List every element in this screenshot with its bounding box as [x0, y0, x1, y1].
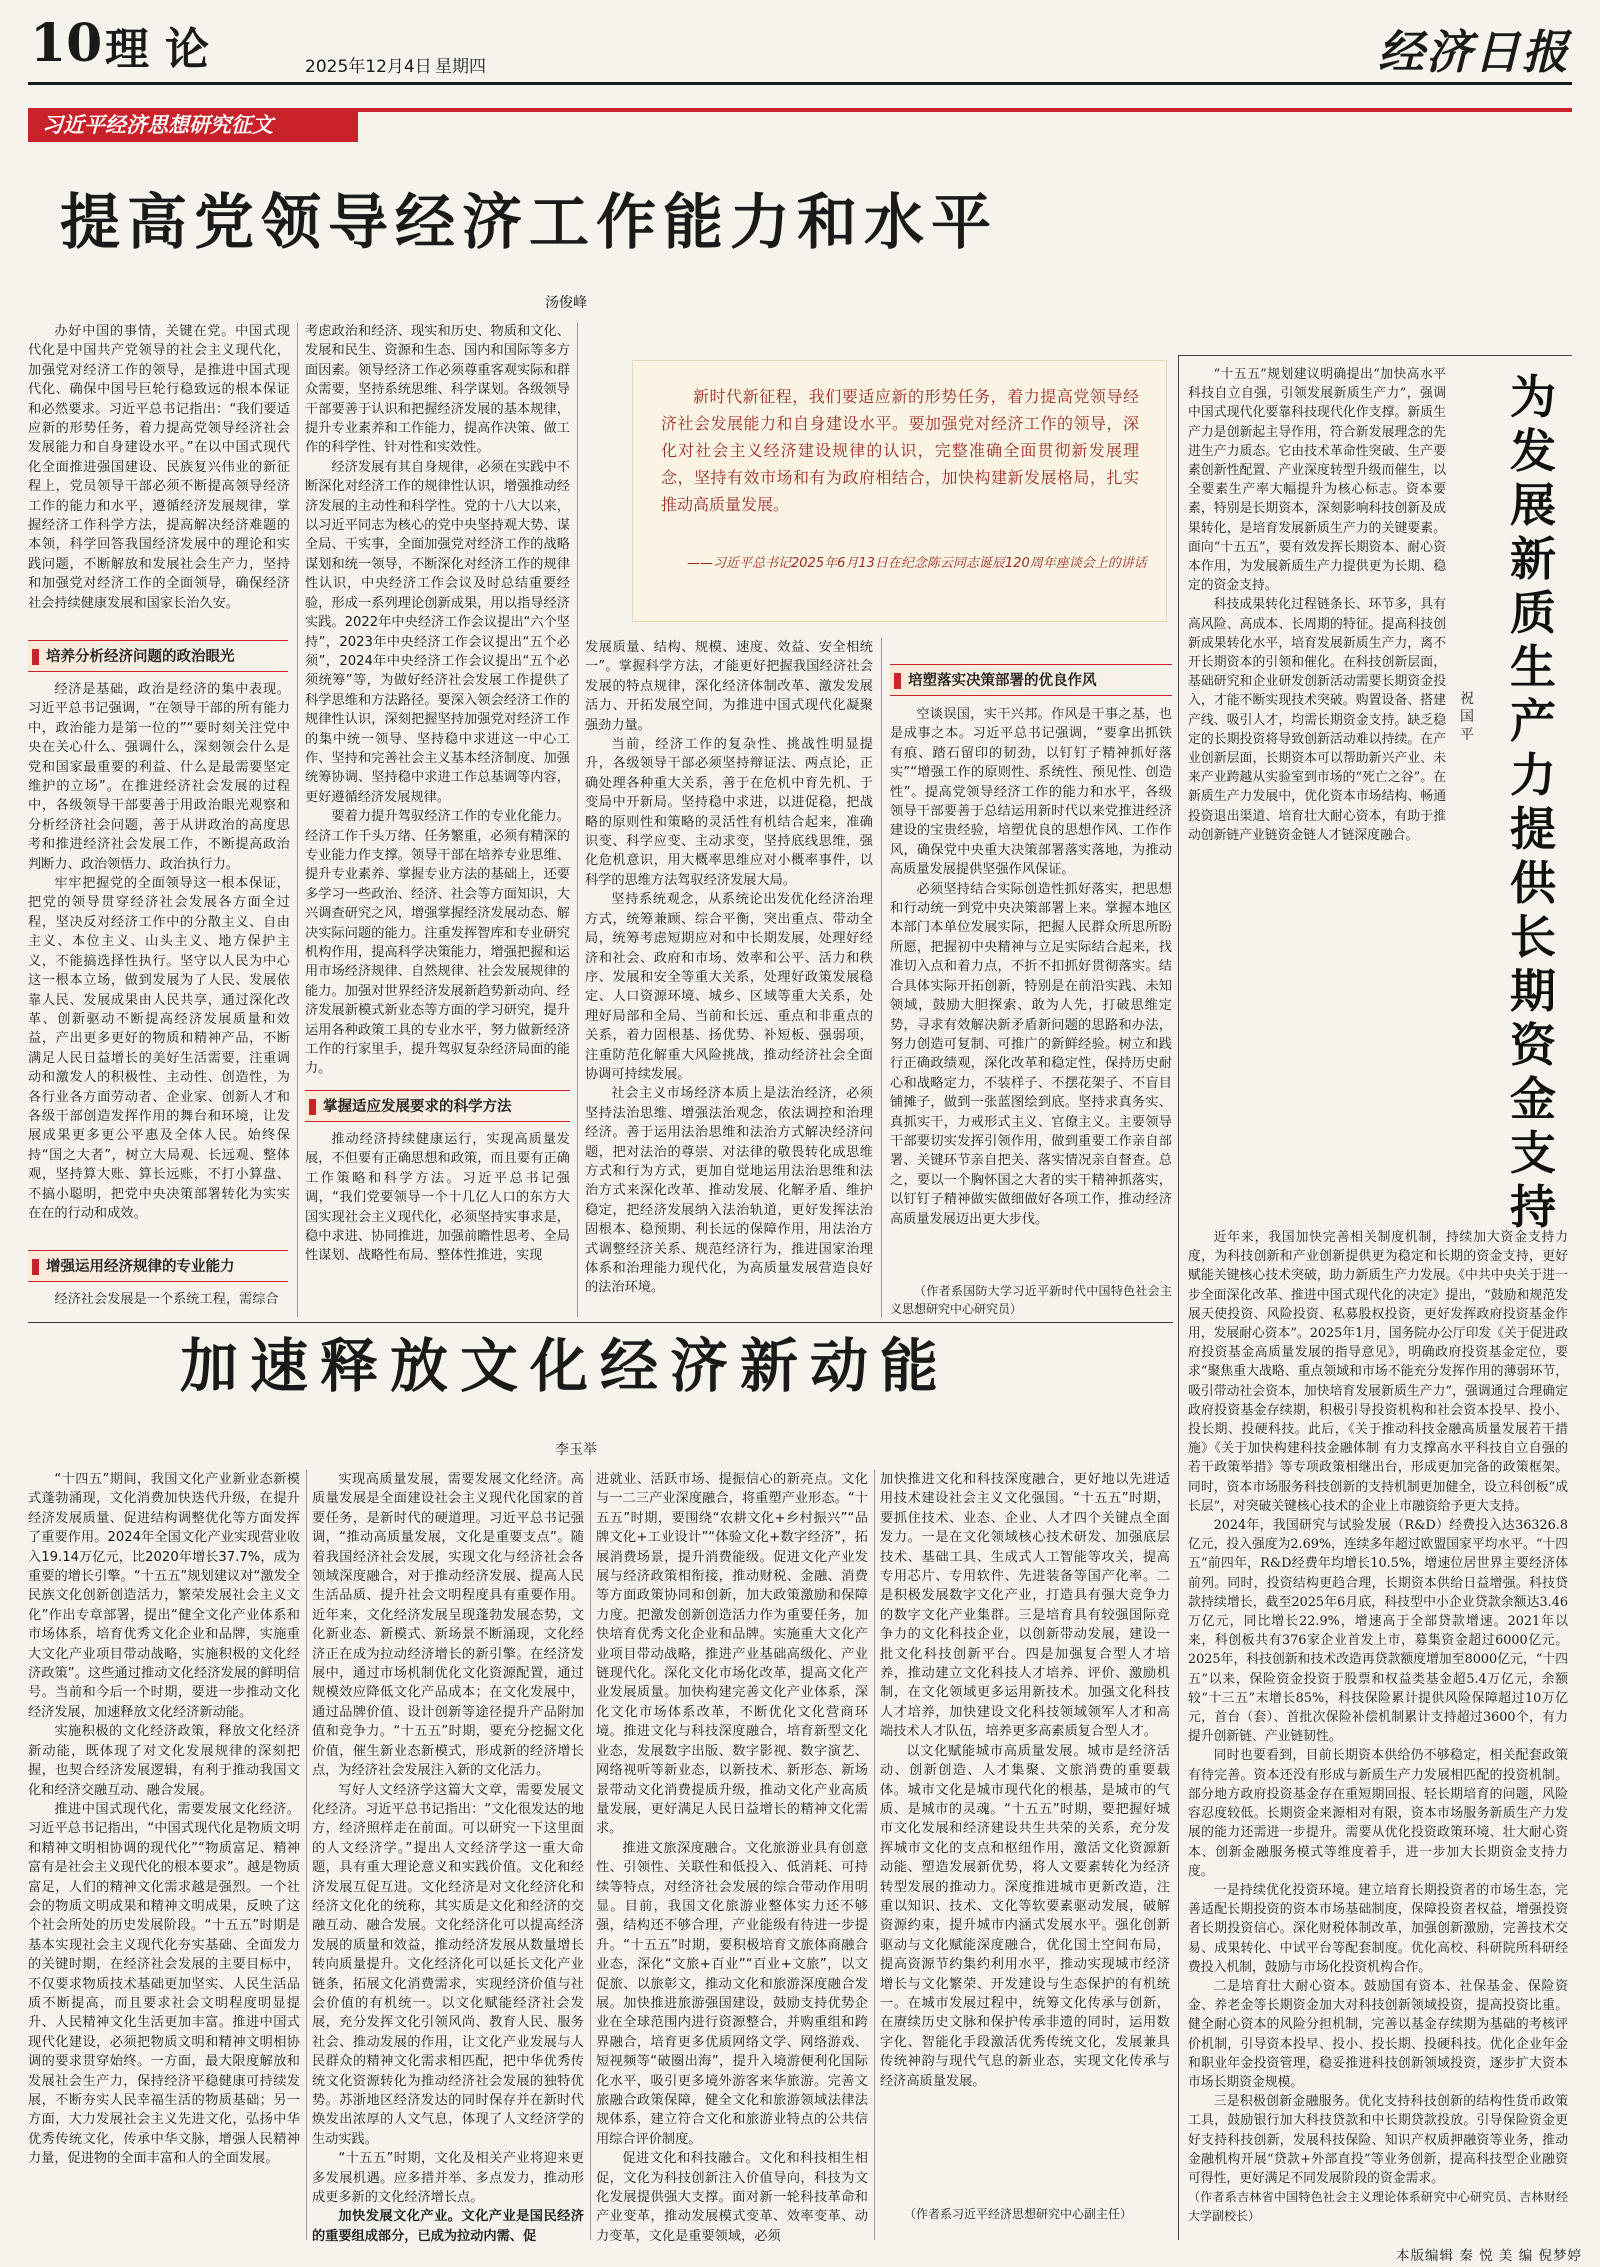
author-note: （作者系吉林省中国特色社会主义理论体系研究中心研究员、吉林财经大学副校长） — [1188, 2190, 1568, 2224]
article1-title: 提高党领导经济工作能力和水平 — [60, 188, 998, 258]
column-rule — [874, 1470, 875, 2240]
paragraph: 坚持系统观念，从系统论出发优化经济治理方式，统筹兼顾、综合平衡，突出重点、带动全局，统筹考虑短期应对和中长期发展，处理好经济和社会、政府和市场、效率和公平、活力和秩序、发展和安全等重大关系，处理好政策发展稳定、人口资源环境、城乡、区域等重大关系，处理好局部和全局、当前和长远、重点和非重点的关系，着力固根基、扬优势、补短板、强弱项，注重防范化解重大风险挑战，推动经济社会全面协调可持续发展。 — [585, 892, 873, 1082]
paragraph: 经济是基础，政治是经济的集中表现。习近平总书记强调，“在领导干部的所有能力中，政治能力是第一位的”“要时刻关注党中央在关心什么、强调什么，深刻领会什么是党和国家最重要的利益、什么是最需要坚定维护的立场”。在推进经济社会发展的过程中，各级领导干部要善于用政治眼光观察和分析经济社会问题，善于从讲政治的高度思考和推进经济社会发展工作，不断提高政治判断力、政治领悟力、政治执行力。 — [28, 682, 290, 872]
paragraph: 推进文旅深度融合。文化旅游业具有创意性、引领性、关联性和低投入、低消耗、可持续等特点，对经济社会发展的综合带动作用明显。目前，我国文化旅游业整体实力还不够强，结构还不够合理，产业能级有待进一步提升。“十五五”时期，要积极培育文旅体商融合业态，深化“文旅+百业”“百业+文旅”，以文促旅、以旅彰文，推动文化和旅游深度融合发展。加快推进旅游强国建设，鼓励支持优势企业在全球范围内进行资源整合，并购重组和跨界融合，培育更多优质网络文学、网络游戏、短视频等“破圈出海”，提升入境游便利化国际化水平，吸引更多境外游客来华旅游。完善文旅融合政策保障，健全文化和旅游领域法律法规体系，建立符合文化和旅游业特点的公共信用综合评价制度。 — [596, 1840, 868, 2147]
paragraph: 同时也要看到，目前长期资本供给仍不够稳定，相关配套政策有待完善。资本还没有形成与新质生产力发展相匹配的投资机制。部分地方政府投资基金存在重短期回报、轻长期培育的问题，风险容忍度较低。长期资金来源相对有限，资本市场服务新质生产力发展的能力还需进一步提升。需要从优化投资政策环境、壮大耐心资本、创新金融服务模式等维度着手，进一步加大长期资金支持力度。 — [1188, 1748, 1568, 1879]
paragraph: 实现高质量发展，需要发展文化经济。高质量发展是全面建设社会主义现代化国家的首要任务，是新时代的硬道理。习近平总书记强调，“推动高质量发展，文化是重要支点”。随着我国经济社会发展，实现文化与经济社会各领域深度融合，对于推动经济发展、提高人民生活品质、提升社会文明程度具有重要作用。近年来，文化经济发展呈现蓬勃发展态势，文化新业态、新模式、新场景不断涌现，文化经济正在成为拉动经济增长的新引擎。在经济发展中，通过市场机制优化文化资源配置，通过规模效应降低文化产品成本；在文化发展中，通过品牌价值、设计创新等途径提升产品附加值和竞争力。“十五五”时期，要充分挖掘文化价值，催生新业态新模式，形成新的经济增长点，为经济社会发展注入新的文化活力。 — [312, 1472, 584, 1779]
article1-pull-quote — [632, 360, 1167, 622]
article1-col1-tail — [28, 1290, 290, 1312]
paragraph: 二是培育壮大耐心资本。鼓励国有资本、社保基金、保险资金、养老金等长期资金加大对科技创新领域投资，提高投资比重。健全耐心资本的风险分担机制，完善以基金存续期为基础的考核评价机制，引导资本投早、投小、投长期、投硬科技。优化企业年金和职业年金投资管理，稳妥推进科技创新领域投资，逐步扩大资本市场长期资金规模。 — [1188, 1978, 1568, 2090]
column-rule — [577, 322, 578, 1317]
article3-border — [1178, 355, 1179, 2240]
article2-title: 加速释放文化经济新动能 — [180, 1332, 951, 1400]
paragraph: 发展质量、结构、规模、速度、效益、安全相统一”。掌握科学方法，才能更好把握我国经济社会发展的特点规律，深化经济体制改革、激发发展活力、开拓发展空间，为推进中国式现代化凝聚强劲力量。 — [585, 640, 873, 733]
article2-col3 — [596, 1470, 868, 2244]
header-rule — [28, 82, 1572, 85]
article1-author: 汤俊峰 — [545, 295, 587, 311]
paragraph: 以文化赋能城市高质量发展。城市是经济活动、创新创造、人才集聚、文旅消费的重要载体。城市文化是城市现代化的根基，是城市的气质、是城市的灵魂。“十五五”时期，要把握好城市文化发展和经济建设共生共荣的关系，充分发挥城市文化的支点和枢纽作用，激活文化资源新动能、塑造发展新优势，将人文要素转化为经济转型发展的推动力。深度推进城市更新改造，注重以知识、技术、文化等软要素驱动发展，破解资源约束，提升城市内涵式发展水平。强化创新驱动与文化赋能深度融合，优化国土空间布局，提高资源节约集约利用水平，推动实现城市经济增长与文化繁荣、开发建设与生态保护的有机统一。在城市发展过程中，统筹文化传承与创新，在赓续历史文脉和保护传承非遗的同时，运用数字化、智能化手段激活优秀传统文化，发展兼具传统神韵与现代气息的新业态，实现文化传承与经济高质量发展。 — [880, 1743, 1170, 2089]
article-divider — [28, 1322, 1173, 1323]
paragraph: 三是积极创新金融服务。优化支持科技创新的结构性货币政策工具，鼓励银行加大科技贷款和中长期贷款投放。引导保险资金更好支持科技创新，发展科技保险、知识产权质押融资等业务，推动金融机构开展“贷款+外部直投”等业务创新，提高科技型企业融资可得性，更好满足不同发展阶段的资金需求。 — [1188, 2094, 1568, 2186]
article1-col1-body — [28, 680, 290, 1240]
paragraph: 2024年，我国研究与试验发展（R&D）经费投入达36326.8亿元，投入强度为2.69%，连续多年超过欧盟国家平均水平。“十四五”前四年，R&D经费年均增长10.5%，增速位居世界主要经济体前列。同时，投资结构更趋合理，长期资本供给日益增强。科技贷款持续增长，截至2025年6月底，科技型中小企业贷款余额达3.46万亿元，同比增长22.9%，增速高于全部贷款增速。2021年以来，科创板共有376家企业首发上市，募集资金超过6000亿元。2025年，科技创新和技术改造再贷款额度增加至8000亿元，“十四五”以来，保险资金投资于股票和权益类基金超5.4万亿元，余额较“十三五”末增长85%，科技保险累计提供风险保障超过10万亿元，首台（套）、首批次保险补偿机制累计支持超过3600个，有力提升创新链、产业链韧性。 — [1188, 1518, 1568, 1745]
article2-col4 — [880, 1470, 1170, 2205]
paragraph: 考虑政治和经济、现实和历史、物质和文化、发展和民生、资源和生态、国内和国际等多方面因素。领导经济工作必须尊重客观实际和群众需要，坚持系统思维、科学谋划。各级领导干部要善于认识和把握经济发展的基本规律，提升专业素养和工作能力，提高作决策、做工作的科学性、针对性和实效性。 — [305, 324, 570, 456]
pull-quote-source: ——习近平总书记2025年6月13日在纪念陈云同志诞辰120周年座谈会上的讲话 — [687, 556, 1147, 571]
paragraph: 加快推进文化和科技深度融合，更好地以先进适用技术建设社会主义文化强国。“十五五”时期，要抓住技术、业态、企业、人才四个关键点全面发力。一是在文化领域核心技术研发、加强底层技术、基础工具、生成式人工智能等攻关，提高专用芯片、专用软件、先进装备等国产化率。二是积极发展数字文化产业，打造具有强大竞争力的数字文化产业集群。三是培育具有较强国际竞争力的文化科技企业，以创新带动发展，建设一批文化科技创新平台。四是加强复合型人才培养，推动建立文化科技人才培养、评价、激励机制，在文化领域更多运用新技术。加强文化科技人才培养，加快建设文化科技领域领军人才和高端技术人才队伍，培养更多高素质复合型人才。 — [880, 1472, 1170, 1740]
author-note: （作者系习近平经济思想研究中心副主任） — [904, 2207, 1133, 2221]
paragraph: 牢牢把握党的全面领导这一根本保证，把党的领导贯穿经济社会发展各方面全过程，坚决反对经济工作中的分散主义、自由主义、本位主义、山头主义、地方保护主义，不能搞选择性执行。坚守以人民为中心这一根本立场，做到发展为了人民、发展依靠人民、发展成果由人民共享，通过深化改革、创新驱动不断提高经济发展质量和效益，产出更多更好的物质和精神产品，不断满足人民日益增长的美好生活需要，注重调动和激发人的积极性、主动性、创造性，为各行业各方面劳动者、企业家、创新人才和各级干部创造发挥作用的舞台和环境，让发展成果更多更公平惠及全体人民。始终保持“国之大者”，树立大局观、长远观、整体观，坚持算大账、算长远账，不打小算盘、不搞小聪明，把党中央决策部署转化为实实在在的行动和成效。 — [28, 876, 290, 1221]
article2-author-note — [880, 2205, 1170, 2243]
paragraph: 经济发展有其自身规律，必须在实践中不断深化对经济工作的规律性认识，增强推动经济发展的主动性和科学性。党的十八大以来，以习近平同志为核心的党中央坚持观大势、谋全局、干实事，全面加强党对经济工作的战略谋划和统一领导，不断深化对经济工作的规律性认识，中央经济工作会议及时总结重要经验，形成一系列理论创新成果，用以指导经济实践。2022年中央经济工作会议提出“六个坚持”，2023年中央经济工作会议提出“五个必须”，2024年中央经济工作会议提出“五个必须统筹”等，为做好经济社会发展工作提供了科学思维和方法路径。要深入领会经济工作的规律性认识，深刻把握坚持加强党对经济工作的集中统一领导、坚持稳中求进这一中心工作、坚持和完善社会主义基本经济制度、加强统筹协调、坚持稳中求进工作总基调等内容，更好遵循经济发展规律。 — [305, 459, 570, 805]
section-name: 理论 — [105, 24, 225, 75]
paragraph: 社会主义市场经济本质上是法治经济，必须坚持法治思维、增强法治观念，依法调控和治理经济。善于运用法治思维和法治方式解决经济问题，把对法治的尊崇、对法律的敬畏转化成思维方式和行为方式，更加自觉地运用法治思维和法治方式来深化改革、推动发展、化解矛盾、维护稳定，把经济发展纳入法治轨道，更好发挥法治固根本、稳预期、利长远的保障作用，用法治方式调整经济关系、规范经济行为，推进国家治理体系和治理能力现代化，为高质量发展营造良好的法治环境。 — [585, 1086, 873, 1296]
column-rule — [306, 1470, 307, 2240]
paragraph: 必须坚持结合实际创造性抓好落实，把思想和行动统一到党中央决策部署上来。掌握本地区本部门本单位发展实际，把握人民群众所思所盼所愿，把握初中央精神与立足实际结合起来，找准切入点和着力点，不折不扣抓好贯彻落实。结合具体实际开拓创新，特别是在前沿实践、未知领域，鼓励大胆探索、敢为人先，打破思维定势，寻求有效解决新矛盾新问题的思路和办法，努力创造可复制、可推广的新鲜经验。树立和践行正确政绩观，深化改革和稳定性，保持历史耐心和战略定力，不装样子、不摆花架子、不盲目铺摊子，做到一张蓝图绘到底。坚持求真务实、真抓实干，力戒形式主义、官僚主义。主要领导干部要切实发挥引领作用，做到重要工作亲自部署、关键环节亲自把关、落实情况亲自督查。总之，要以一个胸怀国之大者的实干精神抓落实，以钉钉子精神做实做细做好各项工作，推动经济高质量发展迈出更大步伐。 — [890, 881, 1172, 1227]
series-tag-rule — [358, 108, 1572, 112]
article1-col4 — [890, 705, 1172, 1280]
section-heading: 掌握适应发展要求的科学方法 — [305, 1090, 570, 1122]
paragraph: 写好人文经济学这篇大文章，需要发展文化经济。习近平总书记指出：“文化很发达的地方，经济照样走在前面。可以研究一下这里面的人文经济学。”提出人文经济学这一重大命题，具有重大理论意义和实践价值。文化和经济发展互促互进。文化经济是对文化经济化和经济文化化的统称，其实质是文化和经济的交融互动、融合发展。文化经济化可以提高经济发展的质量和效益，推动经济发展从数量增长转向质量提升。文化经济化可以延长文化产业链条，拓展文化消费需求，实现经济价值与社会价值的有机统一。以文化赋能经济社会发展，充分发挥文化引领风尚、教育人民、服务社会、推动发展的作用，让文化产业发展与人民群众的精神文化需求相匹配，把中华优秀传统文化资源转化为推动经济社会发展的独特优势。苏浙地区经济发达的同时保存并在新时代焕发出浓厚的人文气息，体现了人文经济学的生动实践。 — [312, 1782, 584, 2147]
paragraph: 要着力提升驾驭经济工作的专业化能力。经济工作千头万绪、任务繁重，必须有精深的专业能力作支撑。领导干部在培养专业思维、提升专业素养、掌握专业方法的基础上，还要多学习一些政治、经济、社会等方面知识，大兴调查研究之风，增强掌握经济发展动态、解决实际问题的能力。注重发挥智库和专业研究机构作用，提高科学决策能力，增强把握和运用市场经济规律、自然规律、社会发展规律的能力。加强对世界经济发展新趋势新动向、经济发展新模式新业态等方面的学习研究，提升运用各种政策工具的专业水平，努力做新经济工作的行家里手，提升驾驭复杂经济局面的能力。 — [305, 809, 570, 1077]
paragraph: “十五五”时期，文化及相关产业将迎来更多发展机遇。应多措并举、多点发力，推动形成更多新的文化经济增长点。 — [312, 2151, 584, 2206]
article2-author: 李玉举 — [555, 1442, 597, 1458]
article3-title: 为发展新质生产力提供长期资金支持 — [1510, 370, 1556, 1234]
column-rule — [881, 638, 882, 1318]
paragraph: 经济社会发展是一个系统工程，需综合 — [54, 1292, 279, 1307]
page-number: 10 — [30, 13, 103, 74]
issue-date: 2025年12月4日 — [305, 57, 432, 77]
pull-quote-text: 新时代新征程，我们要适应新的形势任务，着力提高党领导经济社会发展能力和自身建设水平。要加强党对经济工作的领导，深化对社会主义经济建设规律的认识，完整准确全面贯彻新发展理念，坚持有效市场和有为政府相结合，加快构建新发展格局，扎实推动高质量发展。 — [661, 387, 1139, 514]
section-heading: 增强运用经济规律的专业能力 — [28, 1250, 288, 1282]
article1-col2-tail — [305, 1130, 570, 1315]
newspaper-masthead: 经济日报 — [1378, 25, 1570, 79]
article3-border-top — [1178, 355, 1572, 356]
author-note: （作者系国防大学习近平新时代中国特色社会主义思想研究中心研究员） — [890, 1284, 1172, 1316]
article2-col1 — [28, 1470, 300, 2240]
column-rule — [590, 1470, 591, 2240]
paragraph: 实施积极的文化经济政策，释放文化经济新动能，既体现了对文化发展规律的深刻把握，也契合经济发展逻辑，有利于推动我国文化和经济交融互动、融合发展。 — [28, 1724, 300, 1798]
paragraph: 科技成果转化过程链条长、环节多，具有高风险、高成本、长周期的特征。提高科技创新成果转化水平，培育发展新质生产力，离不开长期资本的引领和催化。在科技创新层面，基础研究和企业研发创新活动需要长期资金投入，才能不断实现技术突破。购置设备、搭建产线、吸引人才，均需长期资金支持。缺乏稳定的长期投资将导致创新活动难以持续。在产业创新层面，长期资本可以帮助新兴产业、未来产业跨越从实验室到市场的“死亡之谷”。在新质生产力发展中，优化资本市场结构、畅通投资退出渠道、培育壮大耐心资本，有助于推动创新链产业链资金链人才链深度融合。 — [1188, 597, 1446, 843]
paragraph: 办好中国的事情，关键在党。中国式现代化是中国共产党领导的社会主义现代化，加强党对经济工作的领导，是推进中国式现代化、确保中国号巨轮行稳致远的根本保证和必然要求。习近平总书记指出：“我们要适应新的形势任务，着力提高党领导经济社会发展能力和自身建设水平。”在以中国式现代化全面推进强国建设、民族复兴伟业的新征程上，党员领导干部必须不断提高领导经济工作的能力和水平，遵循经济发展规律，掌握经济工作科学方法，提高解决经济难题的本领，科学回答我国经济发展中的理论和实践问题，不断解放和发展社会生产力，坚持和加强党对经济工作的全面领导，确保经济社会持续健康发展和国家长治久安。 — [28, 324, 290, 611]
article3-col-top — [1188, 365, 1446, 1225]
article1-author-note — [890, 1282, 1172, 1322]
paragraph: 一是持续优化投资环境。建立培育长期投资者的市场生态，完善适配长期投资的资本市场基础制度，保障投资者权益，增强投资者长期投资信心。深化财税体制改革，加强创新激励，完善技术交易、成果转化、中试平台等配套制度。优化高校、科研院所科研经费投入机制，鼓励与市场化投资机构合作。 — [1188, 1882, 1568, 1975]
paragraph: 空谈误国，实干兴邦。作风是干事之基，也是成事之本。习近平总书记强调，“要拿出抓铁有痕、踏石留印的韧劲，以钉钉子精神抓好落实”“增强工作的原则性、系统性、预见性、创造性”。提高党领导经济工作的能力和水平，各级领导干部要善于总结运用新时代以来党推进经济建设的宝贵经验，培塑优良的思想作风、工作作风，确保党中央重大决策部署落实落地，为推动高质量发展提供坚强作风保证。 — [890, 707, 1172, 878]
article3-author: 祝国平 — [1460, 691, 1474, 743]
paragraph: 推进中国式现代化，需要发展文化经济。习近平总书记指出，“中国式现代化是物质文明和精神文明相协调的现代化”“物质富足、精神富有是社会主义现代化的根本要求”。越是物质富足，人们的精神文化需求越是强烈。一个社会的物质文明成果和精神文明成果，反映了这个社会所处的历史发展阶段。“十五五”时期是基本实现社会主义现代化夯实基础、全面发力的关键时期，在经济社会发展的主要目标中，不仅要求物质技术基础更加坚实、人民生活品质不断提高，而且要求社会文明程度明显提升、人民精神文化生活更加丰富。推进中国式现代化建设，必须把物质文明和精神文明相协调的要求贯穿始终。一方面，最大限度解放和发展社会生产力，保持经济平稳健康可持续发展，不断夯实人民幸福生活的物质基础；另一方面，大力发展社会主义先进文化，弘扬中华优秀传统文化，传承中华文脉，增强人民精神力量，促进物的全面丰富和人的全面发展。 — [28, 1801, 300, 2167]
paragraph: “十五五”规划建议明确提出“加快高水平科技自立自强，引领发展新质生产力”，强调中国式现代化要靠科技现代化作支撑。新质生产力是创新起主导作用，符合新发展理念的先进生产力质态。它由技术革命性突破、生产要素创新性配置、产业深度转型升级而催生，以全要素生产率大幅提升为核心标志。资本要素，特别是长期资本，深刻影响科技创新及成果转化，是培育发展新质生产力的关键要素。面向“十五五”，要有效发挥长期资本、耐心资本作用，为发展新质生产力提供更为长期、稳定的资金支持。 — [1188, 367, 1446, 594]
section-heading: 培养分析经济问题的政治眼光 — [28, 640, 288, 672]
series-tag: 习近平经济思想研究征文 — [28, 108, 358, 142]
paragraph: 加快发展文化产业。文化产业是国民经济的重要组成部分，已成为拉动内需、促 — [312, 2209, 584, 2244]
article1-col2 — [305, 322, 570, 1077]
page-editors: 本版编辑 秦 悦 美 编 倪梦婷 — [1396, 2248, 1582, 2264]
paragraph: 当前，经济工作的复杂性、挑战性明显提升，各级领导干部必须坚持辩证法、两点论，正确处理各种重大关系，善于在危机中育先机、于变局中开新局。坚持稳中求进，以进促稳，把战略的原则性和策略的灵活性有机结合起来，准确识变、科学应变、主动求变，坚持底线思维，强化危机意识，用大概率思维应对小概率事件，以科学的思维方法驾驭经济发展大局。 — [585, 737, 873, 888]
paragraph: 近年来，我国加快完善相关制度机制，持续加大资金支持力度，为科技创新和产业创新提供更为稳定和长期的资金支持，更好赋能关键核心技术突破，助力新质生产力发展。《中共中央关于进一步全面深化改革、推进中国式现代化的决定》提出，“鼓励和规范发展天使投资、风险投资、私募股权投资，更好发挥政府投资基金作用，发展耐心资本”。2025年1月，国务院办公厅印发《关于促进政府投资基金高质量发展的指导意见》，明确政府投资基金定位，要求“聚焦重大战略、重点领域和市场不能充分发挥作用的薄弱环节，吸引带动社会资本，加快培育发展新质生产力”，强调通过合理确定政府投资基金存续期，积极引导投资机构和社会资本投早、投小、投长期、投硬科技。此后，《关于推动科技金融高质量发展若干措施》《关于加快构建科技金融体制 有力支撑高水平科技自立自强的若干政策举措》等专项政策相继出台，形成更加完备的政策框架。同时，资本市场服务科技创新的支持机制更加健全，设立科创板“成长层”，对突破关键核心技术的企业上市融资给予更大支持。 — [1188, 1230, 1568, 1514]
paragraph: 促进文化和科技融合。文化和科技相生相促，文化为科技创新注入价值导向，科技为文化发展提供强大支撑。面对新一轮科技革命和产业变革，推动发展模式变革、效率变革、动力变革，文化是重要领域，必须 — [596, 2151, 868, 2244]
article1-col1-intro — [28, 322, 290, 640]
paragraph: “十四五”期间，我国文化产业新业态新模式蓬勃涌现，文化消费加快迭代升级，在提升经济发展质量、促进结构调整优化等方面发挥了重要作用。2024年全国文化产业实现营业收入19.14万亿元，比2020年增长37.7%，成为重要的增长引擎。“十五五”规划建议对“激发全民族文化创新创造活力，繁荣发展社会主义文化”作出专章部署，提出“健全文化产业体系和市场体系，培育优秀文化企业和品牌，实施重大文化产业项目带动战略，实施积极的文化经济政策”。这些通过推动文化经济发展的鲜明信号。当前和今后一个时期，要进一步推动文化经济发展，加速释放文化经济新动能。 — [28, 1472, 300, 1720]
paragraph: 推动经济持续健康运行，实现高质量发展，不但要有正确思想和政策，而且要有正确工作策略和科学方法。习近平总书记强调，“我们党要领导一个十几亿人口的东方大国实现社会主义现代化，必须坚持实事求是，稳中求进、协同推进，加强前瞻性思考、全局性谋划、战略性布局、整体性推进，实现 — [305, 1132, 570, 1264]
article3-col-main — [1188, 1228, 1568, 2233]
column-rule — [297, 322, 298, 1317]
issue-weekday: 星期四 — [435, 57, 486, 77]
section-heading: 培塑落实决策部署的优良作风 — [890, 664, 1172, 696]
paragraph: 进就业、活跃市场、提振信心的新亮点。文化与一二三产业深度融合，将重塑产业形态。“十五五”时期，要围绕“农耕文化+乡村振兴”“品牌文化+工业设计”“体验文化+数字经济”，拓展消费场景，提升消费能级。促进文化产业发展与经济政策相衔接，推动财税、金融、消费等方面政策协同和创新，加大政策激励和保障力度。把激发创新创造活力作为重要任务，加快培育优秀文化企业和品牌。实施重大文化产业项目带动战略，推进产业基础高级化、产业链现代化。深化文化市场化改革，提高文化产业发展质量。加快构建完善文化产业体系，深化文化市场体系改革，不断优化文化营商环境。推进文化与科技深度融合，培育新型文化业态，发展数字出版、数字影视、数字演艺、网络视听等新业态，以新技术、新形态、新场景带动文化消费提质升级，推动文化产业高质量发展，更好满足人民日益增长的精神文化需求。 — [596, 1472, 868, 1837]
article1-col3 — [585, 638, 873, 1318]
article2-col2 — [312, 1470, 584, 2244]
